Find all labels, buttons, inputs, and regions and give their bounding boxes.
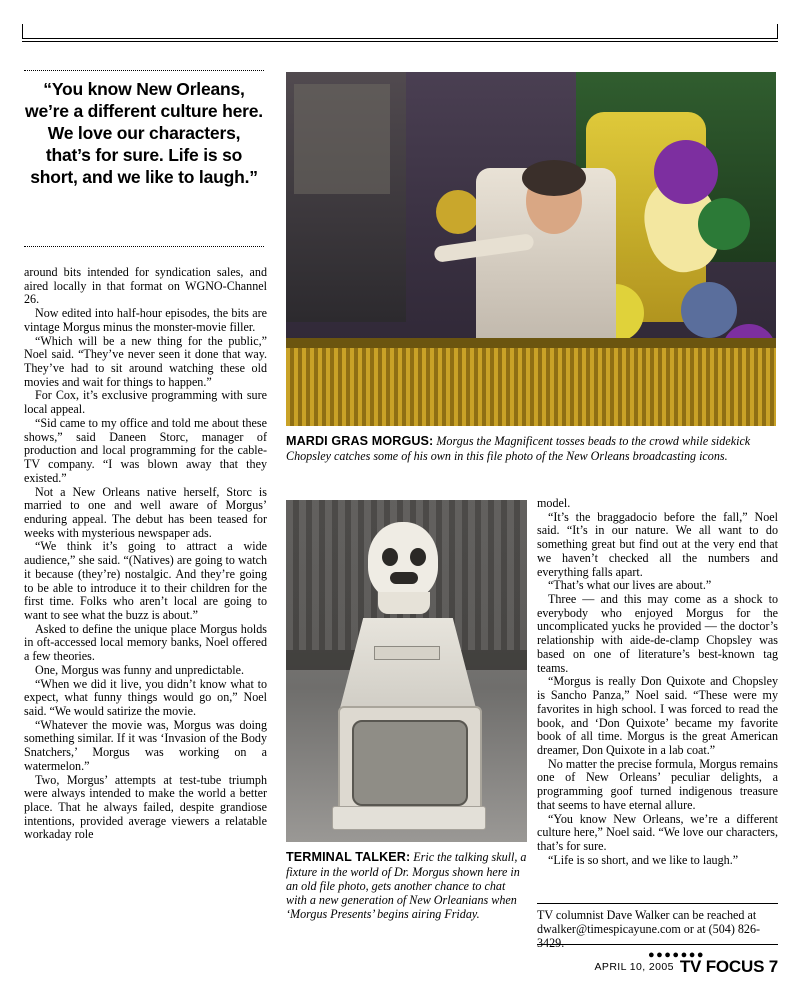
top-rule-lower	[22, 41, 778, 42]
paragraph: One, Morgus was funny and unpredictable.	[35, 662, 245, 677]
footer-rule-top	[537, 903, 778, 904]
article-column-right	[537, 497, 778, 867]
top-right-tick	[777, 24, 778, 38]
paragraph: “You know New Orleans, we’re a different culture here,” Noel said. “We love our characters, that’s for sure.	[537, 811, 778, 853]
paragraph: “It’s the braggadocio before the fall,” Noel said. “It’s in our nature. We all want to do something great but find out at the very end that we haven’t checked all the numbers and everything falls apart.	[537, 509, 778, 579]
top-rule-upper	[22, 38, 778, 39]
folio-masthead: TV FOCUS 7	[679, 957, 778, 976]
pullquote-rule-bottom	[24, 246, 264, 247]
top-left-tick	[22, 24, 23, 38]
footer-rule-bottom	[537, 944, 778, 945]
caption-terminal-talker	[286, 850, 529, 921]
paragraph: Three — and this may come as a shock to everybody who enjoyed Morgus for the uncomplicated yucks he provided — the doctor’s relationship with aide-de-clamp Chopsley was based on one of literature’s best-known tag teams.	[537, 592, 778, 675]
paragraph: No matter the precise formula, Morgus remains one of New Orleans’ peculiar delights, a programming goof turned indigenous treasure that seems to have eternal allure.	[537, 756, 778, 812]
columnist-contact-note: TV columnist Dave Walker can be reached at dwalker@timespicayune.com or at (504) 826-3429.	[537, 908, 761, 951]
terminal-talker-photo	[286, 500, 527, 842]
paragraph: around bits intended for syndication sales, and aired locally in that format on WGNO-Channel 26.	[24, 265, 267, 307]
pullquote: “You know New Orleans, we’re a different culture here. We love our characters, that’s for sure. Life is so short, and we like to laugh.”	[25, 79, 263, 188]
folio-date: APRIL 10, 2005	[594, 961, 674, 973]
pullquote-rule-top	[24, 70, 264, 71]
paragraph: Asked to define the unique place Morgus holds in oft-accessed local memory banks, Noel offered a few theories.	[24, 621, 267, 664]
caption-lead: TERMINAL TALKER:	[286, 850, 411, 864]
paragraph: “Morgus is really Don Quixote and Chopsley is Sancho Panza,” Noel said. “These were my favorites in high school. I was forced to read the book, and ‘Don Quixote’ became my favorite book of all time. Morgus is the great American dreamer, Don Quixote in a lab coat.”	[537, 674, 778, 757]
caption-text: Morgus the Magnificent tosses beads to the crowd while sidekick Chopsley catches some of his own in this file photo of the New Orleans broadcasting icons.	[286, 434, 751, 463]
paragraph: Now edited into half-hour episodes, the bits are vintage Morgus minus the monster-movie filler.	[24, 306, 267, 334]
paragraph: “Whatever the movie was, Morgus was doing something similar. If it was ‘Invasion of the Body Snatchers,’ Morgus was working on a watermelon.”	[24, 717, 267, 773]
paragraph: Two, Morgus’ attempts at test-tube triumph were always intended to make the world a better place. That he always failed, despite grandiose intentions, provided average viewers a relatable workaday role	[24, 772, 267, 842]
paragraph: “Which will be a new thing for the public,” Noel said. “They’ve never seen it done that way. They’ve had to sit around watching these old movies and wait for things to happen.”	[24, 333, 267, 389]
mardi-gras-morgus-photo	[286, 72, 776, 426]
page-folio	[595, 957, 778, 977]
footer-dots: ●●●●●●●	[648, 949, 706, 961]
caption-mardi-gras	[286, 434, 776, 463]
paragraph: “When we did it live, you didn’t know what to expect, what funny things would go on,” Noel said. “We would satirize the movie.	[24, 676, 267, 718]
paragraph: “That’s what our lives are about.”	[548, 578, 712, 593]
paragraph: “Life is so short, and we like to laugh.”	[548, 852, 739, 867]
paragraph: model.	[537, 496, 571, 510]
caption-lead: MARDI GRAS MORGUS:	[286, 434, 434, 448]
article-column-left	[24, 266, 267, 842]
paragraph: “We think it’s going to attract a wide audience,” she said. “(Natives) are going to watch it because (they’re) nostalgic. And they’re going to be able to introduce it to their children for the first time. Folks who aren’t local are going to want to see what the buzz is about.”	[24, 539, 267, 622]
paragraph: “Sid came to my office and told me about these shows,” said Daneen Storc, manager of production and local programming for the cable-TV company. “I was blown away that they existed.”	[24, 415, 267, 485]
caption-text: Eric the talking skull, a fixture in the world of Dr. Morgus shown here in an old file photo, gets another chance to chat with a new generation of New Orleanians when ‘Morgus Presents’ begins airing Friday.	[286, 850, 527, 922]
paragraph: For Cox, it’s exclusive programming with sure local appeal.	[24, 388, 267, 417]
paragraph: Not a New Orleans native herself, Storc is married to one and well aware of Morgus’ enduring appeal. The debut has been teased for weeks with mysterious newspaper ads.	[24, 484, 267, 540]
